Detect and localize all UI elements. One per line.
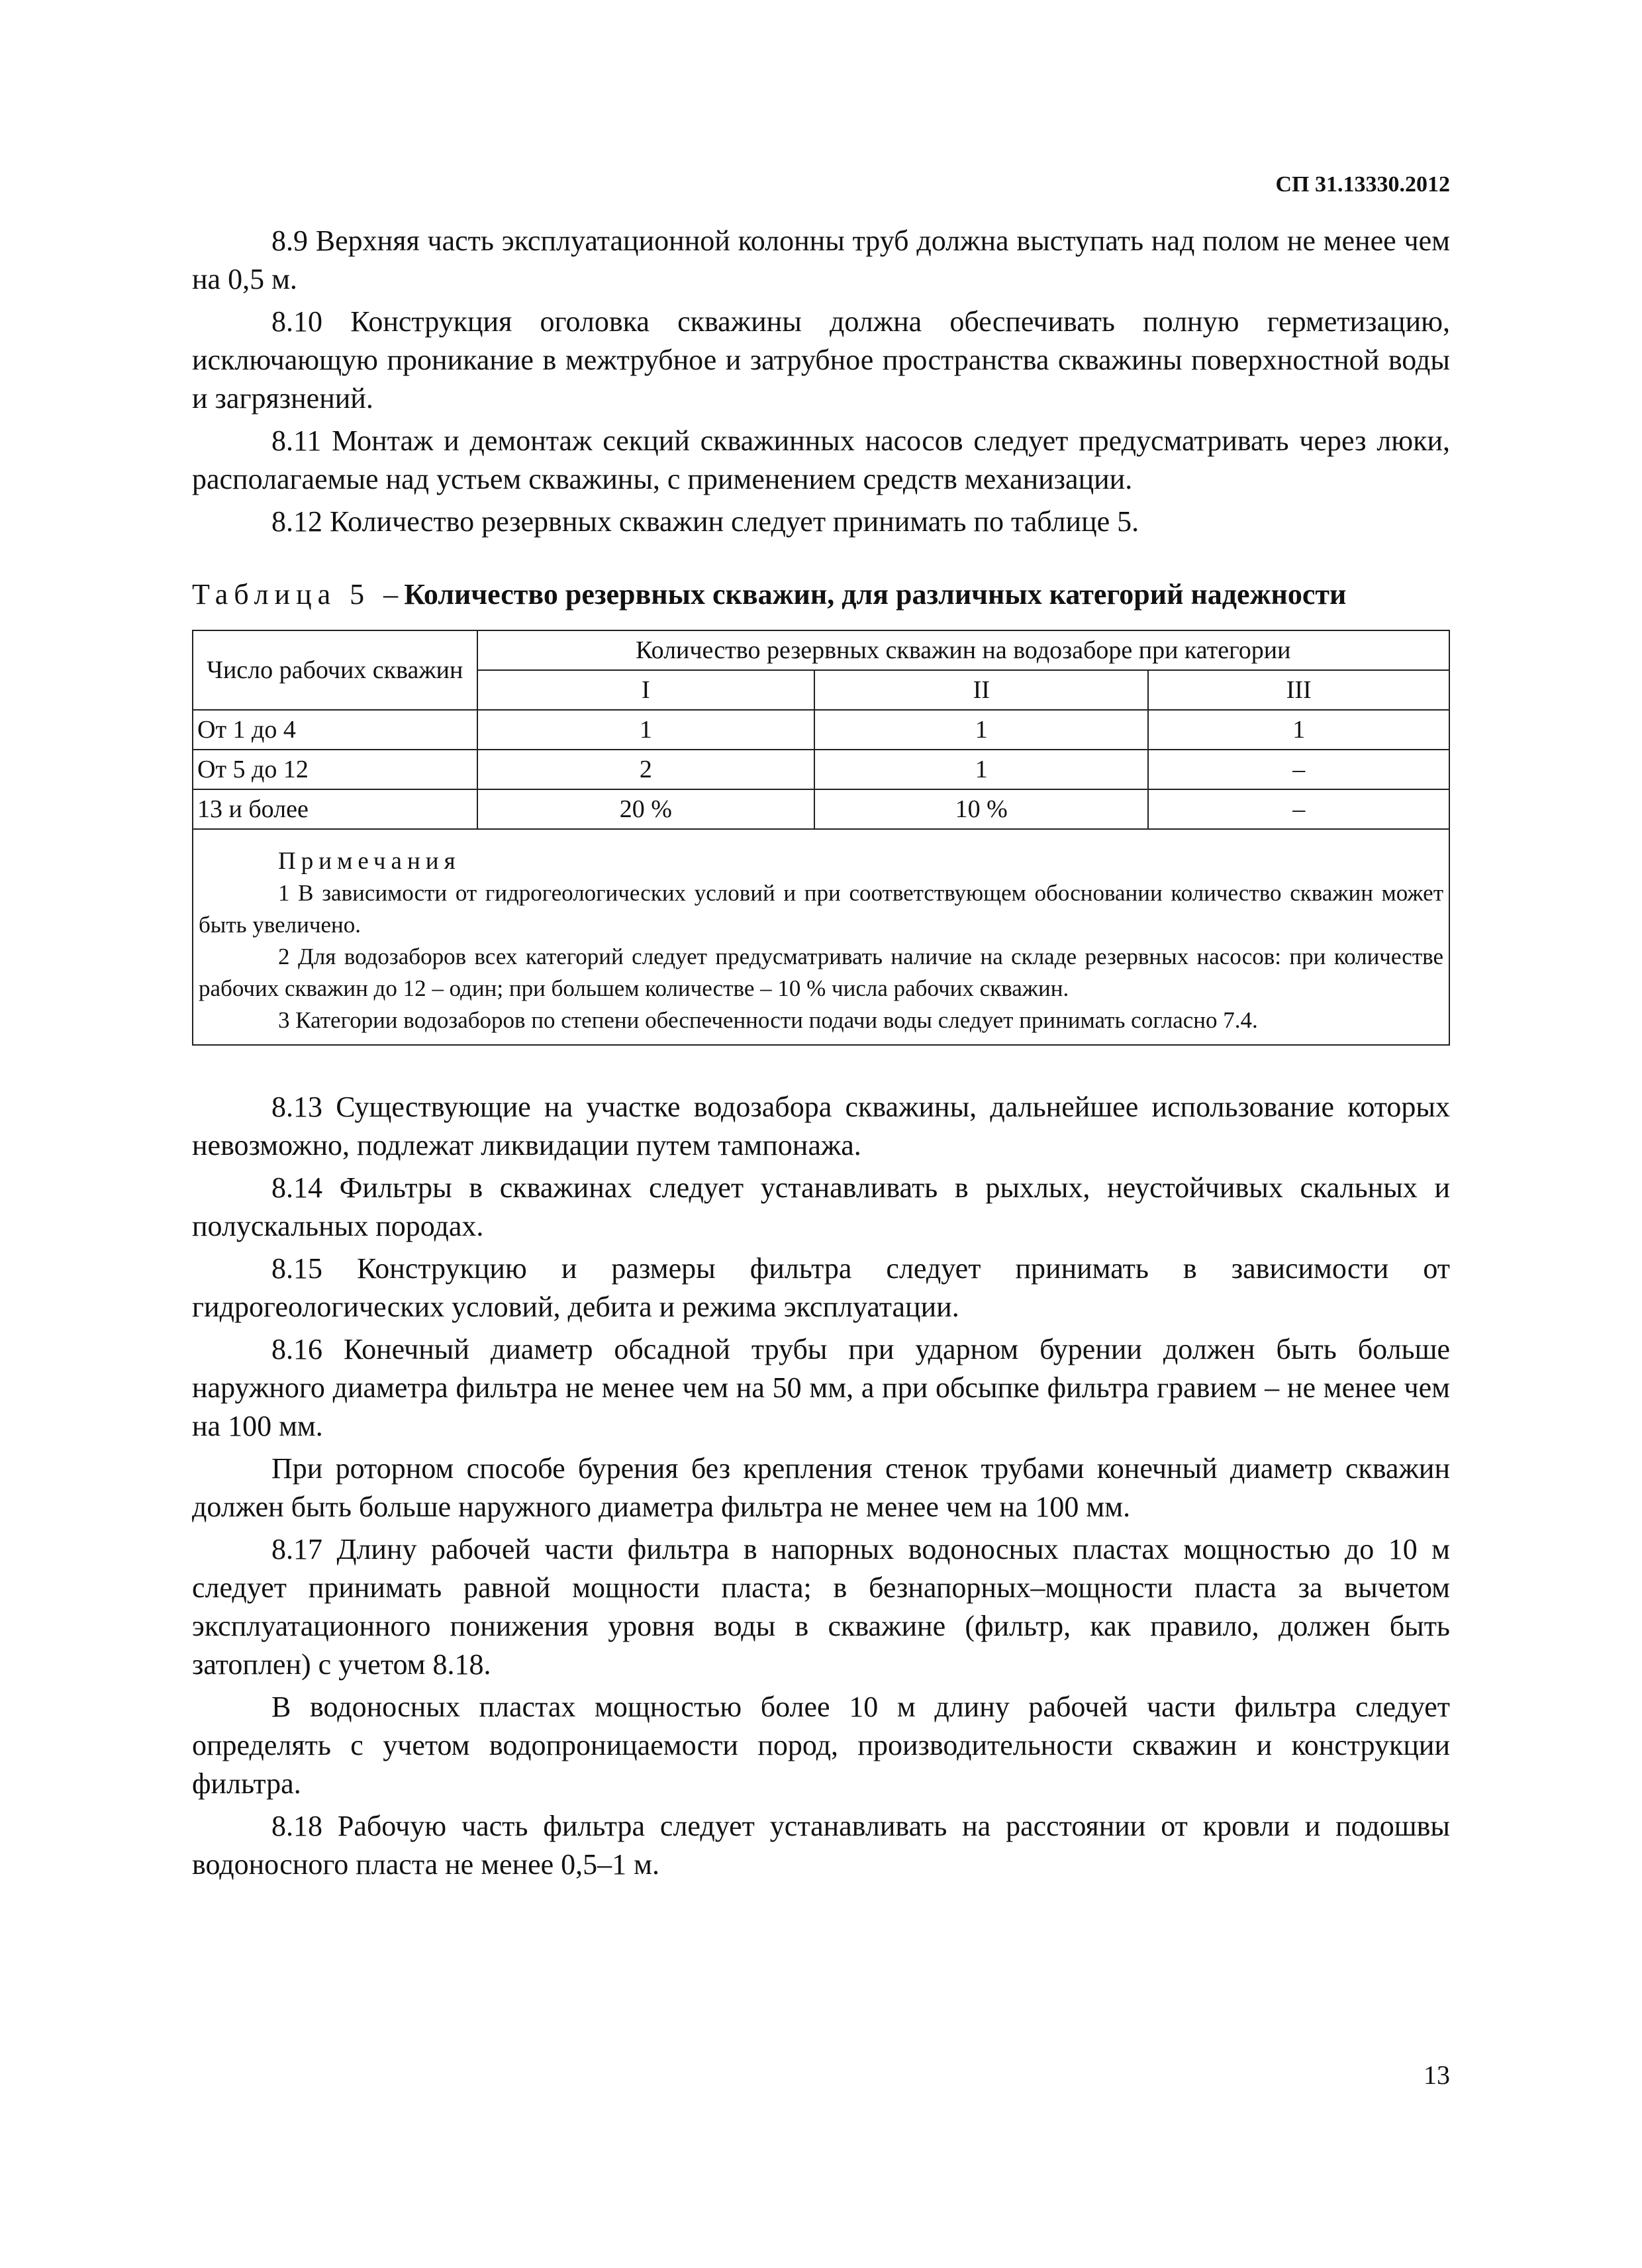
table-cell: 1 bbox=[1148, 710, 1449, 750]
table-row bbox=[193, 750, 1449, 789]
table-notes-row bbox=[193, 829, 1449, 1045]
header-category-3: III bbox=[1148, 670, 1449, 710]
table-cell: 1 bbox=[477, 710, 814, 750]
table-cell: – bbox=[1148, 789, 1449, 829]
paragraphs-after-table bbox=[192, 1088, 1450, 1884]
paragraph-8-11: 8.11 Монтаж и демонтаж секций скважинных насосов следует предусматривать через люки, располагаемые над устьем скважины, с применением средств механизации. bbox=[192, 424, 1450, 495]
table-notes bbox=[193, 829, 1449, 1045]
table-row bbox=[193, 710, 1449, 750]
paragraph-8-9: 8.9 Верхняя часть эксплуатационной колонны труб должна выступать над полом не менее чем на 0,5 м. bbox=[192, 224, 1450, 295]
table-header-row bbox=[193, 630, 1449, 670]
notes-title: Примечания bbox=[278, 848, 461, 875]
paragraph-aquifer-thickness: В водоносных пластах мощностью более 10 м длину рабочей части фильтра следует определять с учетом водопроницаемости пород, производительности скважин и конструкции фильтра. bbox=[192, 1691, 1450, 1800]
paragraph-rotary-drilling: При роторном способе бурения без крепления стенок трубами конечный диаметр скважин должен быть больше наружного диаметра фильтра не менее чем на 100 мм. bbox=[192, 1452, 1450, 1523]
header-reserve-wells-group: Количество резервных скважин на водозаборе при категории bbox=[477, 630, 1449, 670]
table-cell: 10 % bbox=[814, 789, 1148, 829]
paragraph-8-17: 8.17 Длину рабочей части фильтра в напорных водоносных пластах мощностью до 10 м следует принимать равной мощности пласта; в безнапорных–мощности пласта за вычетом эксплуатационного понижения уровня воды в скважине (фильтр, как правило, должен быть затоплен) с учетом 8.18. bbox=[192, 1533, 1450, 1681]
table-cell: 1 bbox=[814, 750, 1148, 789]
table-cell: – bbox=[1148, 750, 1449, 789]
note-2: 2 Для водозаборов всех категорий следует предусматривать наличие на складе резервных насосов: при количестве рабочих скважин до 12 – один; при большем количестве – 10 % числа рабочих скважин. bbox=[199, 944, 1443, 1001]
paragraph-8-13: 8.13 Существующие на участке водозабора скважины, дальнейшее использование которых невозможно, подлежат ликвидации путем тампонажа. bbox=[192, 1091, 1450, 1161]
paragraph-8-15: 8.15 Конструкцию и размеры фильтра следует принимать в зависимости от гидрогеологических условий, дебита и режима эксплуатации. bbox=[192, 1252, 1450, 1323]
table-cell: От 5 до 12 bbox=[193, 750, 477, 789]
table-cell: 20 % bbox=[477, 789, 814, 829]
note-3: 3 Категории водозаборов по степени обеспеченности подачи воды следует принимать согласно 7.4. bbox=[278, 1007, 1258, 1033]
paragraph-8-16: 8.16 Конечный диаметр обсадной трубы при ударном бурении должен быть больше наружного диаметра фильтра не менее чем на 50 мм, а при обсыпке фильтра гравием – не менее чем на 100 мм. bbox=[192, 1333, 1450, 1442]
document-code: СП 31.13330.2012 bbox=[1275, 172, 1450, 197]
table-cell: От 1 до 4 bbox=[193, 710, 477, 750]
paragraph-8-18: 8.18 Рабочую часть фильтра следует устанавливать на расстоянии от кровли и подошвы водоносного пласта не менее 0,5–1 м. bbox=[192, 1810, 1450, 1881]
table-cell: 1 bbox=[814, 710, 1148, 750]
table-caption bbox=[192, 575, 1450, 614]
table-row bbox=[193, 789, 1449, 829]
paragraph-8-10: 8.10 Конструкция оголовка скважины должна обеспечивать полную герметизацию, исключающую проникание в межтрубное и затрубное пространства скважины поверхностной воды и загрязнений. bbox=[192, 305, 1450, 415]
page-content bbox=[192, 222, 1450, 1888]
header-category-1: I bbox=[477, 670, 814, 710]
table-caption-text: Количество резервных скважин, для различных категорий надежности bbox=[404, 578, 1347, 611]
reserve-wells-table bbox=[192, 630, 1450, 1046]
page-number: 13 bbox=[1424, 2060, 1450, 2090]
table-caption-label: Таблица 5 – bbox=[192, 578, 405, 611]
header-working-wells: Число рабочих скважин bbox=[193, 630, 477, 710]
table-cell: 2 bbox=[477, 750, 814, 789]
paragraph-8-12: 8.12 Количество резервных скважин следует принимать по таблице 5. bbox=[271, 505, 1139, 538]
note-1: 1 В зависимости от гидрогеологических условий и при соответствующем обосновании количество скважин может быть увеличено. bbox=[199, 880, 1443, 938]
paragraph-8-14: 8.14 Фильтры в скважинах следует устанавливать в рыхлых, неустойчивых скальных и полускальных породах. bbox=[192, 1171, 1450, 1242]
header-category-2: II bbox=[814, 670, 1148, 710]
table-cell: 13 и более bbox=[193, 789, 477, 829]
